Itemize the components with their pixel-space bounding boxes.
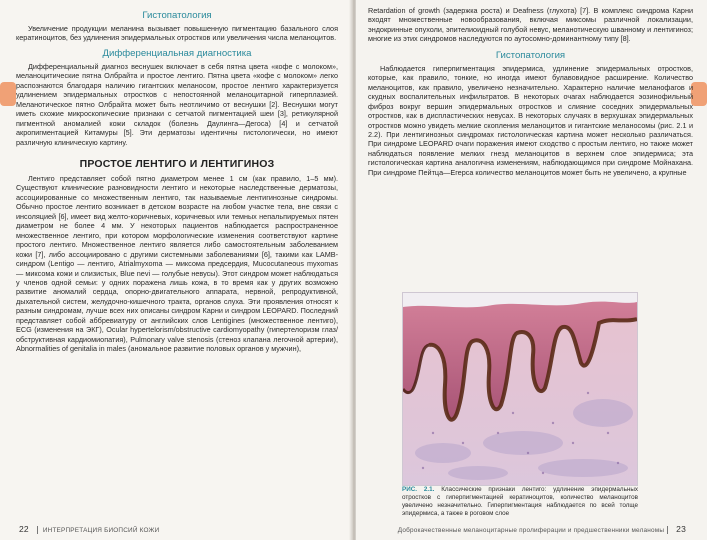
left-page-footer [14, 524, 159, 534]
lentigo-paragraph: Лентиго представляет собой пятно диаметром менее 1 см (как правило, 1–5 мм). Существуют клинические разновидности лентиго и некоторые наследственные дерматозы, ассоциированные со множественным лентиго, так называемые лентигинозные синдромы. Обычно простое лентиго возникает в детском возрасте на любом участке тела, вне связи с инсоляцией [6], имеет вид желто-коричневых, коричневых или темных непальпируемых пятен диаметром не более 4 мм. У некоторых пациентов наблюдается распространенное множественное лентиго, при котором морфологические изменения соответствуют картине простого лентиго. Множественное лентиго является либо самостоятельным заболеванием кожи [7], либо ассоциировано с другими системными заболеваниями [6], такими как LAMB-синдром (Lentigo — лентиго, Atrialmyxoma — миксома предсердия, Mucocutaneous myxomas — миксома кожи и слизистых, Blue nevi — голубые невусы). Этот синдром может наблюдаться у членов одной семьи: у одних поражена лишь кожа, в то время как у других возможно развитие аномалий сердца, опорно-двигательного аппарата, нервной, репродуктивной, дыхательной систем, желудочно-кишечного тракта, органов слуха. Эти проявления относят к разным синдромам, лучше всех них описаны синдром Карни и синдром LEOPARD. Последний представляет собой аббревиатуру от английских слов Lentigines (множественное лентиго), ECG (изменения на ЭКГ), Ocular hypertelorism/obstructive cardiomyopathy (гипертелоризм глаз/обструктивная кардиомиопатия), Pulmonary valve stenosis (стеноз клапана легочной артерии), Abnormalities of genitalia in males (аномальное развитие половых органов у мужчин), [16, 173, 338, 354]
histopathology-right-paragraph: Наблюдается гиперпигментация эпидермиса, удлинение эпидермальных отростков, которые, как правило, тонкие, но иногда имеют булавовидное расширение. Количество меланоцитов, как правило, увеличено незначительно. Характерно наличие меланофагов и скудных воспалительных инфильтратов. В некоторых очагах наблюдается эозинофильный фиброз вокруг вершин эпидермальных отростков и слияние соседних эпидермальных отростков, как в диспластических невусах. В некоторых случаях в верхушках эпидермальных отростков можно увидеть мелкие скопления меланоцитов и гигантские меланосомы (рис. 2.1 и 2.2). При лентигинозных синдромах гистологическая картина может несколько различаться. При синдроме LEOPARD очаги поражения имеют сходство с простым лентиго, но также может наблюдаться появление мелких гнезд меланоцитов в верхнем слое эпидермиса; эта гистологическая картина аналогична изменениям, наблюдающимся при синдроме Мойнахана. При синдроме Пейтца—Егерса количество меланоцитов может быть не увеличено, а крупные [368, 63, 693, 177]
right-page [356, 0, 707, 540]
running-footer-right: Доброкачественные меланоцитарные пролиферации и предшественники меланомы [397, 526, 665, 534]
footer-divider [37, 526, 38, 534]
page-number-left: 22 [19, 523, 29, 534]
right-page-content [368, 6, 693, 177]
chapter-tab-marker [691, 82, 707, 106]
figure-caption [402, 486, 638, 518]
figure-label: РИС. 2.1. [402, 486, 435, 493]
figure-caption-text: Классические признаки лентиго: удлинение эпидермальных отростков с гиперпигментацией кератиноцитов, количество меланоцитов увеличено незначительно. Гиперпигментация наблюдается по всей толще эпидермиса, а также в роговом слое [402, 486, 639, 517]
footer-divider [667, 526, 668, 534]
histology-micrograph [402, 292, 638, 486]
section-title-histopathology-right: Гистопатология [495, 49, 566, 61]
histopathology-paragraph: Увеличение продукции меланина вызывает повышенную пигментацию базального слоя кератиноцитов, без удлинения эпидермальных отростков или увеличения числа меланоцитов. [16, 24, 338, 43]
left-page [0, 0, 351, 540]
continued-paragraph: Retardation of growth (задержка роста) и Deafness (глухота) [7]. В комплекс синдрома Карни входят множественные новообразования, включая миксомы различной локализации, эндокринные опухоли, эпителиоидный голубой невус, меланотическую шванному и лентигиноз; многие из этих синдромов наследуются по аутосомно-доминантному типу [8]. [368, 6, 693, 44]
right-page-footer [398, 524, 691, 534]
histology-image [403, 293, 637, 485]
heading-lentigo: ПРОСТОЕ ЛЕНТИГО И ЛЕНТИГИНОЗ [79, 157, 275, 170]
chapter-tab-marker [0, 82, 16, 106]
section-title-histopathology: Гистопатология [142, 10, 212, 21]
section-title-differential-diagnosis: Дифференциальная диагностика [102, 47, 252, 59]
running-footer-left: ИНТЕРПРЕТАЦИЯ БИОПСИЙ КОЖИ [42, 526, 160, 534]
page-number-right: 23 [676, 523, 686, 534]
differential-diagnosis-paragraph: Дифференциальный диагноз веснушек включает в себя пятна цвета «кофе с молоком», меланоцитические пятна Олбрайта и простое лентиго. Пятна цвета «кофе с молоком» легко распознаются благодаря наличию гигантских меланосом, простое лентиго характеризуется удлинением эпидермальных отростков с непостоянной меланоцитарной гиперплазией. Меланотическое пятно Олбрайта может быть неотличимо от веснушки [2]. Веснушки могут иметь схожие микроскопические признаки с сетчатой пигментацией шеи [3], ретикулярной пигментной аномалией кожи складок (болезнь Даулинга—Дегоса) [4] и сетчатой акропигментацией Китамуры [5]. Эти дерматозы идентичны гистологически, но имеют различную клиническую картину. [16, 61, 338, 147]
left-page-content [16, 10, 338, 354]
